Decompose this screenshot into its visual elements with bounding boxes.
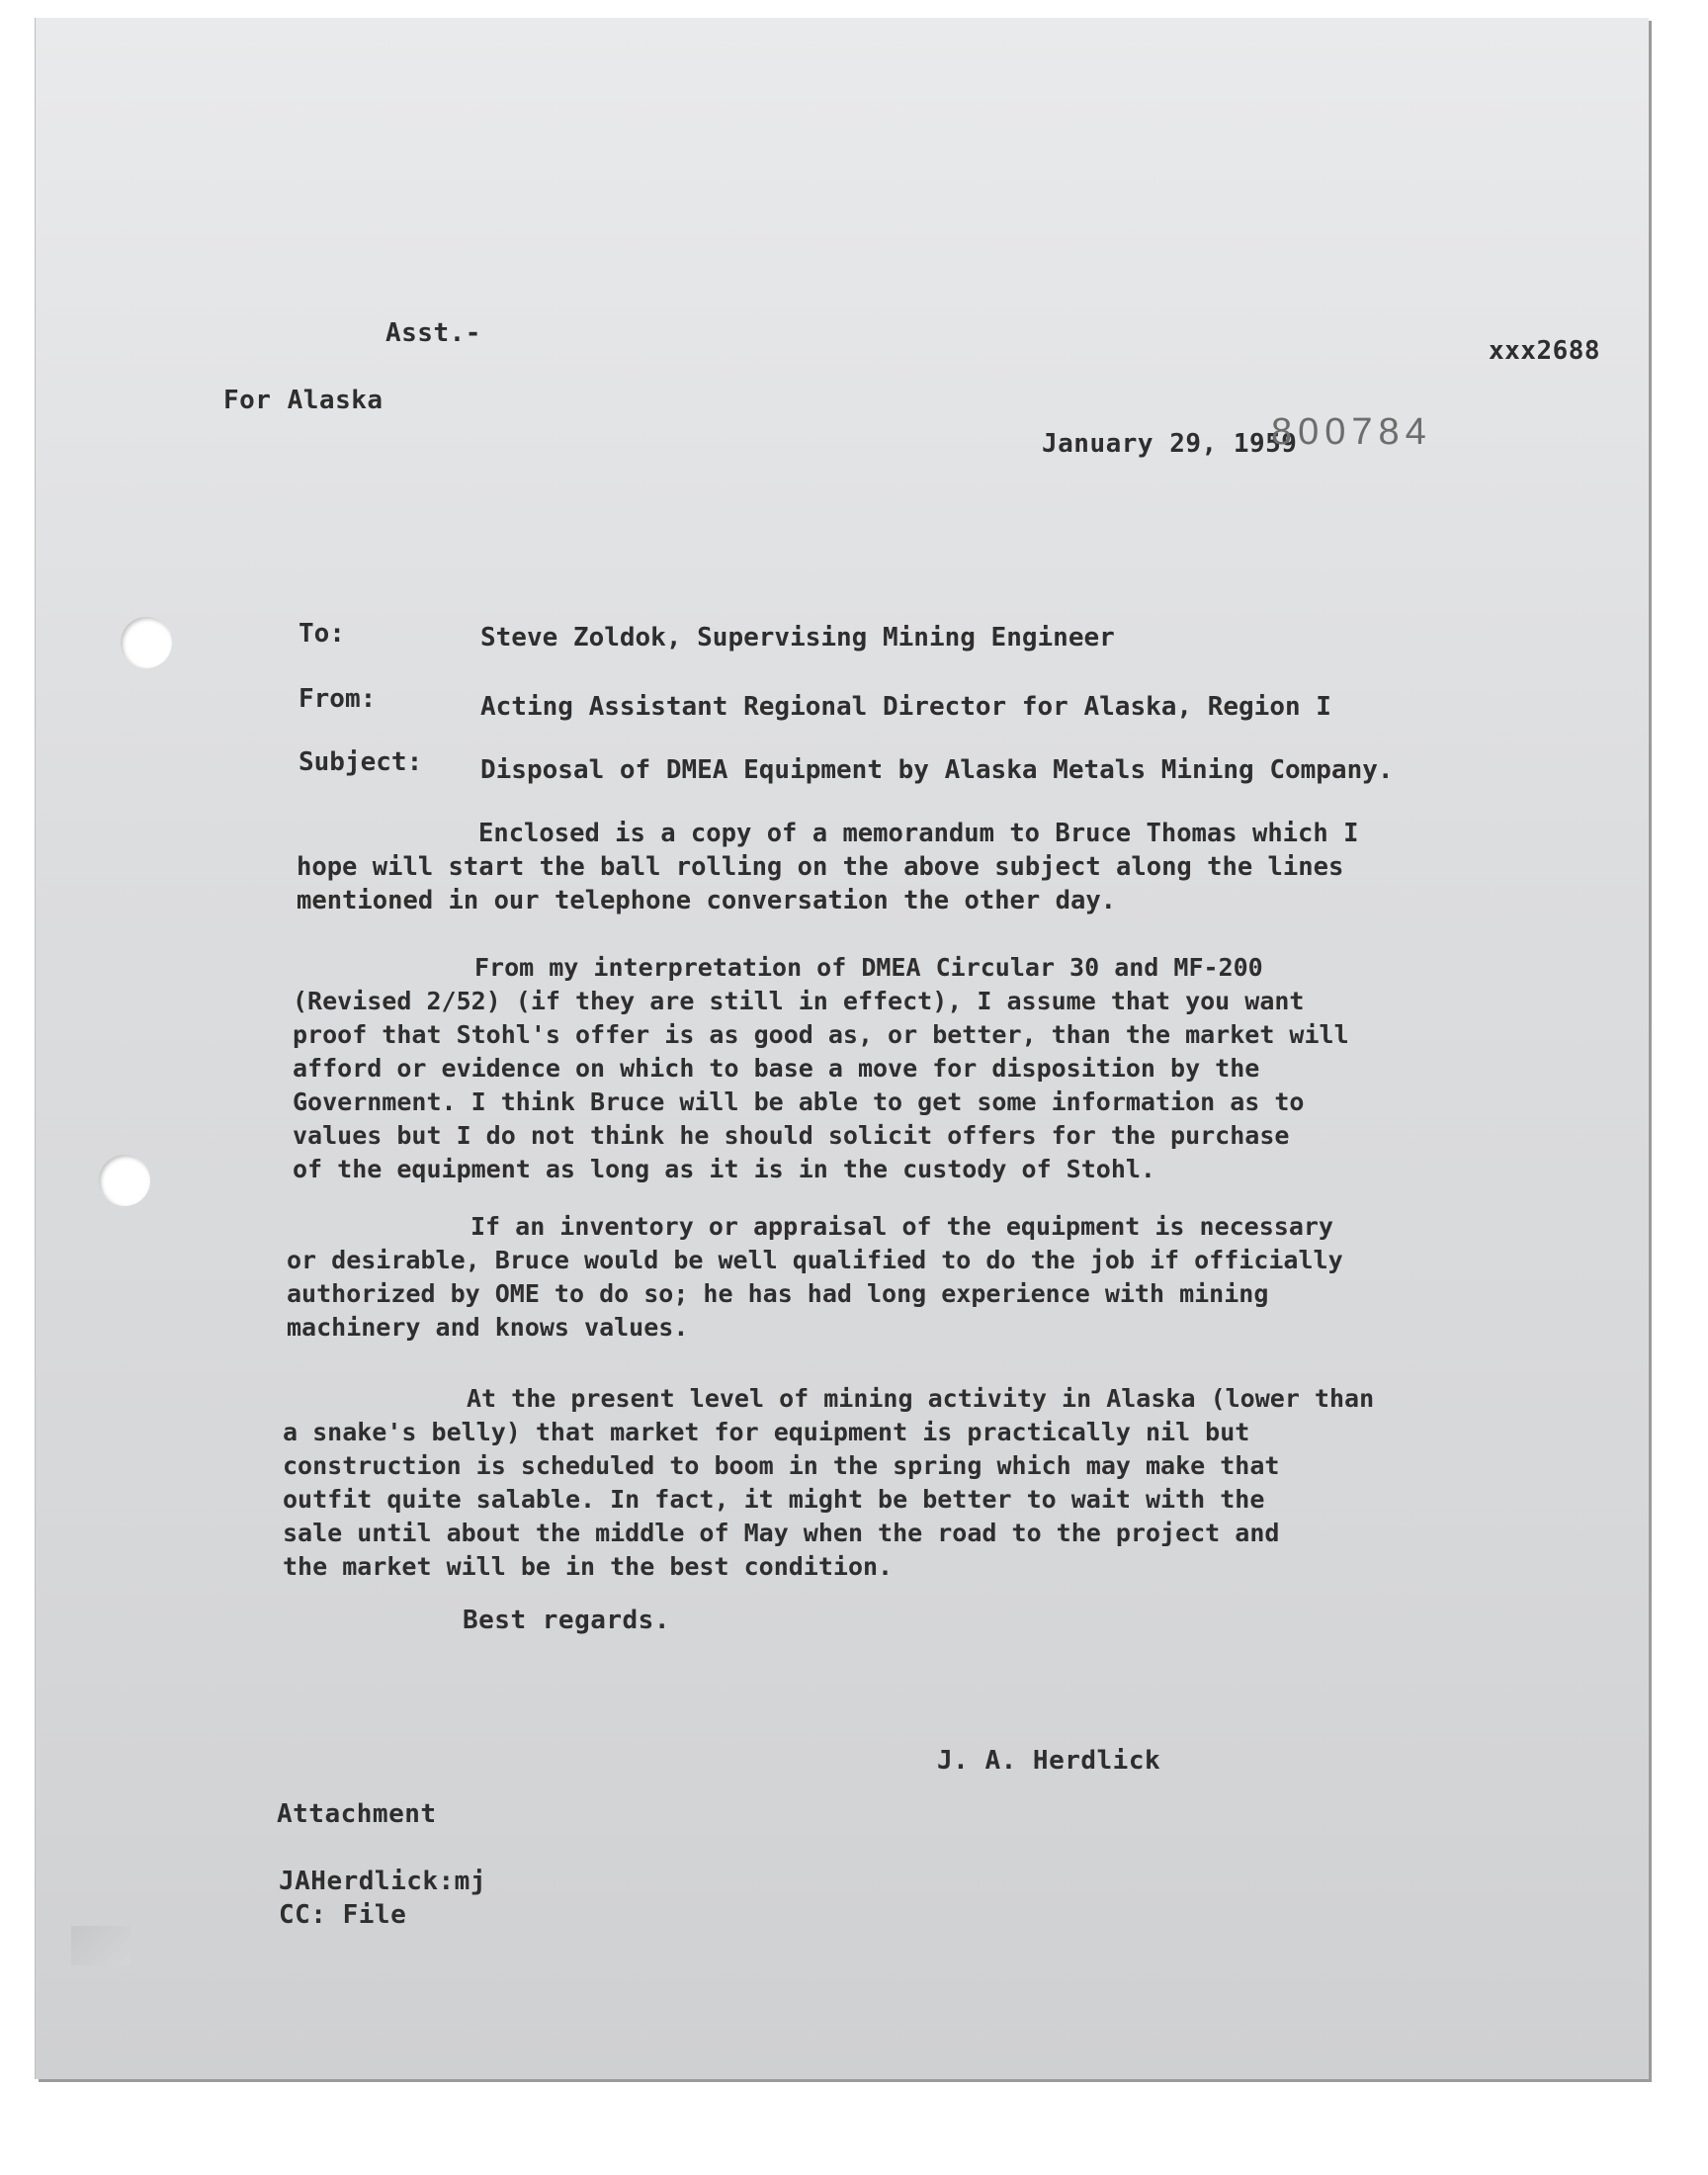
punch-hole-bottom <box>99 1155 150 1206</box>
memo-date: January 29, 1959 <box>1042 429 1298 459</box>
subject-value: Disposal of DMEA Equipment by Alaska Metals Mining Company. <box>480 755 1394 785</box>
from-label: From: <box>299 684 377 714</box>
folded-corner <box>71 1926 130 1965</box>
for-alaska-heading: For Alaska <box>223 386 384 415</box>
from-value: Acting Assistant Regional Director for Alaska, Region I <box>480 692 1331 722</box>
body-paragraph: Enclosed is a copy of a memorandum to Bruce Thomas which I hope will start the ball rolling on the above subject along the lines mentioned in our telephone conversation the other day. <box>297 819 1359 915</box>
cc-line: CC: File <box>279 1900 407 1930</box>
attachment-note: Attachment <box>277 1799 437 1829</box>
subject-label: Subject: <box>299 747 423 777</box>
file-number: xxx2688 <box>1489 336 1601 366</box>
body-paragraph: If an inventory or appraisal of the equipment is necessary or desirable, Bruce would be well qualified to do the job if officially authorized by OME to do so; he has had long experience with mining machinery and knows values. <box>287 1212 1343 1342</box>
asst-heading: Asst.- <box>385 318 481 348</box>
signature-name: J. A. Herdlick <box>937 1746 1161 1776</box>
to-label: To: <box>299 619 345 649</box>
punch-hole-top <box>121 617 172 668</box>
stamped-number: 800784 <box>1271 411 1432 453</box>
typist-initials: JAHerdlick:mj <box>279 1867 486 1896</box>
body-paragraph: From my interpretation of DMEA Circular 30 and MF-200 (Revised 2/52) (if they are still in effect), I assume that you want proof that Stohl's offer is as good as, or better, than the market will afford or evidence on which to base a move for disposition by the Government. I think Bruce will be able to get some information as to values but I do not think he should solicit offers for the purchase of the equipment as long as it is in the custody of Stohl. <box>293 953 1349 1183</box>
closing-line: Best regards. <box>463 1606 670 1635</box>
to-value: Steve Zoldok, Supervising Mining Engineer <box>480 623 1115 652</box>
body-paragraph: At the present level of mining activity in Alaska (lower than a snake's belly) that market for equipment is practically nil but construction is scheduled to boom in the spring which may make that outfit quite salable. In fact, it might be better to wait with the sale until about the middle of May when the road to the project and the market will be in the best condition. <box>283 1384 1375 1581</box>
